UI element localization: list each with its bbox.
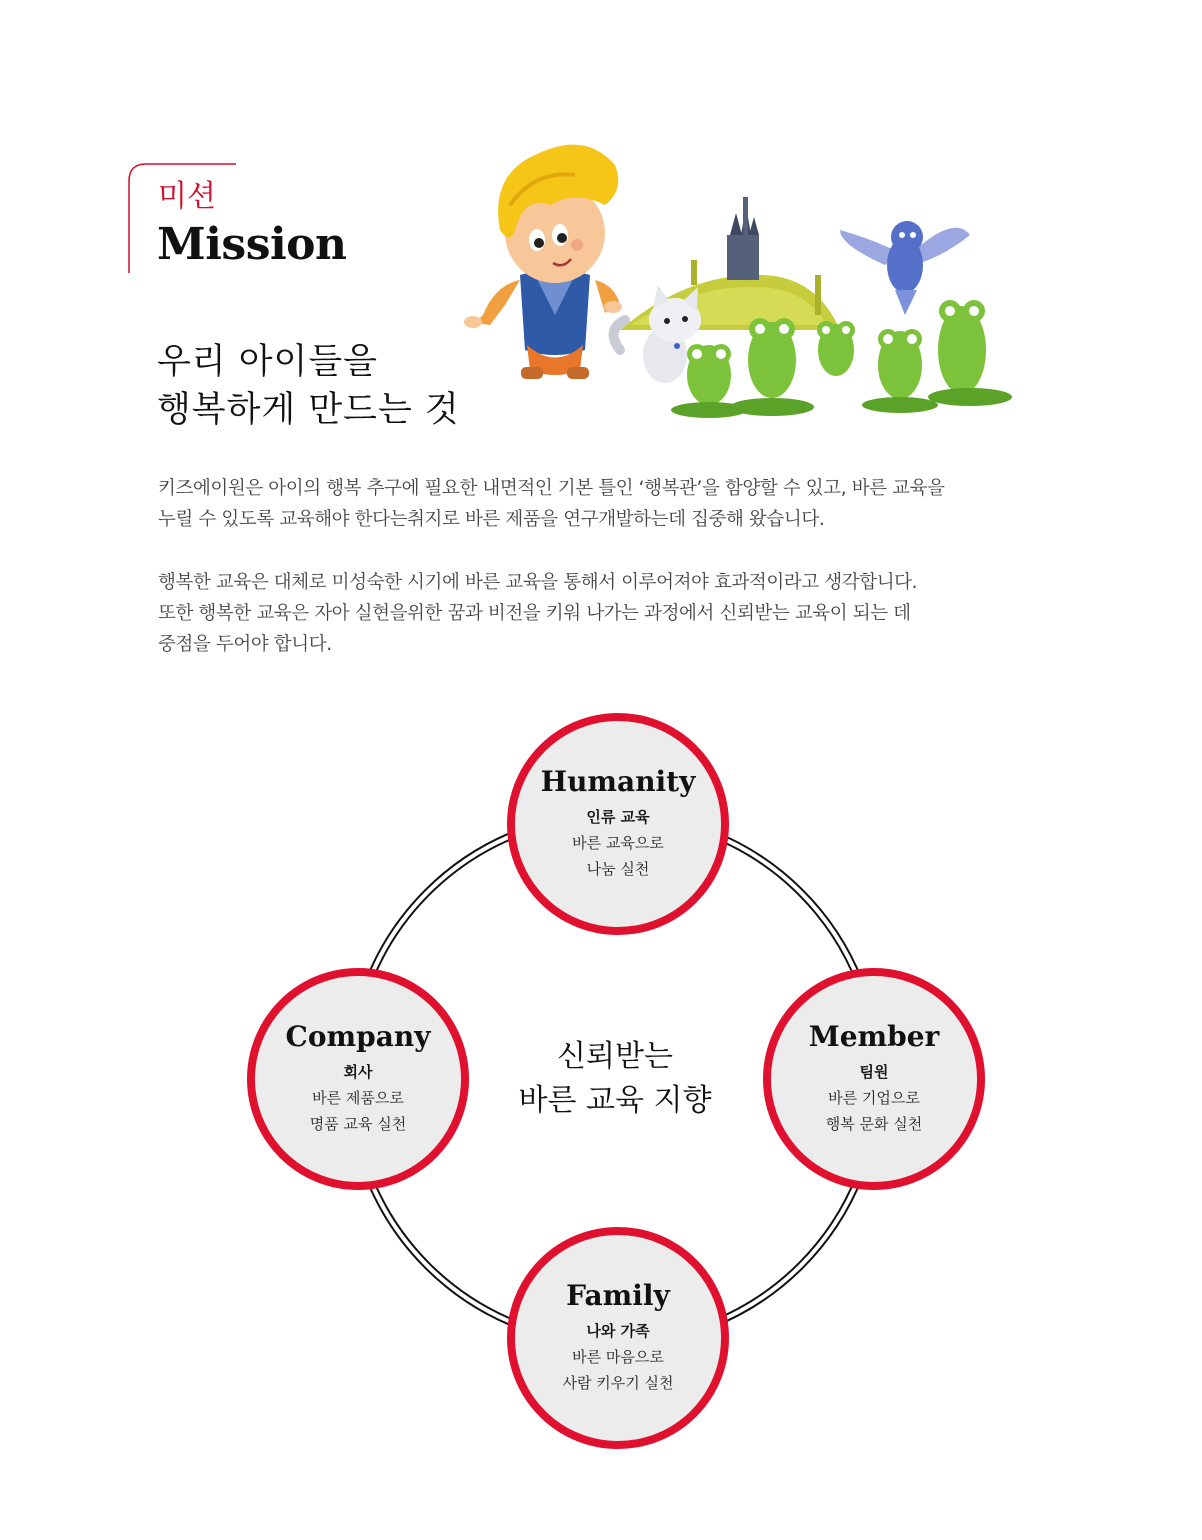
headline-line-1: 우리 아이들을: [157, 342, 378, 382]
node-title: Humanity: [540, 764, 696, 798]
node-description: 바른 교육으로: [572, 834, 664, 853]
paragraph-line: 행복한 교육은 대체로 미성숙한 시기에 바른 교육을 통해서 이루어져야 효과적이라고 생각합니다.: [158, 572, 918, 593]
node-subtitle: 나와 가족: [586, 1322, 650, 1341]
node-subtitle: 인류 교육: [586, 808, 650, 827]
paragraph-line: 중점을 두어야 합니다.: [158, 634, 332, 655]
paragraph-line: 누릴 수 있도록 교육해야 한다는취지로 바른 제품을 연구개발하는데 집중해 왔습니다.: [158, 509, 825, 530]
values-diagram: [240, 705, 980, 1450]
center-line-1: 신뢰받는: [557, 1039, 673, 1074]
node-title: Company: [285, 1019, 431, 1053]
node-description: 바른 기업으로: [828, 1089, 920, 1108]
section-title-english: Mission: [157, 219, 347, 270]
value-node-humanity: [507, 713, 729, 935]
intro-paragraph-1: [158, 473, 945, 535]
node-title: Family: [566, 1278, 670, 1312]
node-description: 행복 문화 실천: [825, 1115, 923, 1134]
paragraph-line: 또한 행복한 교육은 자아 실현을위한 꿈과 비전을 키워 나가는 과정에서 신뢰받는 교육이 되는 데: [158, 603, 911, 624]
node-description: 나눔 실천: [586, 860, 650, 879]
center-line-2: 바른 교육 지향: [518, 1083, 712, 1118]
diagram-center-label: [470, 1035, 760, 1123]
value-node-family: [507, 1227, 729, 1449]
cartoon-boy-illustration: [464, 145, 622, 379]
node-description: 사람 키우기 실천: [562, 1374, 674, 1393]
paragraph-line: 키즈에이원은 아이의 행복 추구에 필요한 내면적인 기본 틀인 ‘행복관’을 함양할 수 있고, 바른 교육을: [158, 478, 945, 499]
section-title-korean: 미션: [158, 179, 216, 214]
node-description: 바른 제품으로: [312, 1089, 404, 1108]
node-title: Member: [808, 1019, 940, 1053]
node-description: 명품 교육 실천: [309, 1115, 407, 1134]
value-node-member: [763, 968, 985, 1190]
node-subtitle: 팀원: [859, 1063, 889, 1082]
headline-line-2: 행복하게 만드는 것: [157, 390, 460, 430]
node-description: 바른 마음으로: [572, 1348, 664, 1367]
mission-illustration: [455, 135, 1015, 425]
mission-headline: [157, 338, 460, 434]
value-node-company: [247, 968, 469, 1190]
node-subtitle: 회사: [343, 1063, 373, 1082]
intro-paragraph-2: [158, 567, 917, 660]
